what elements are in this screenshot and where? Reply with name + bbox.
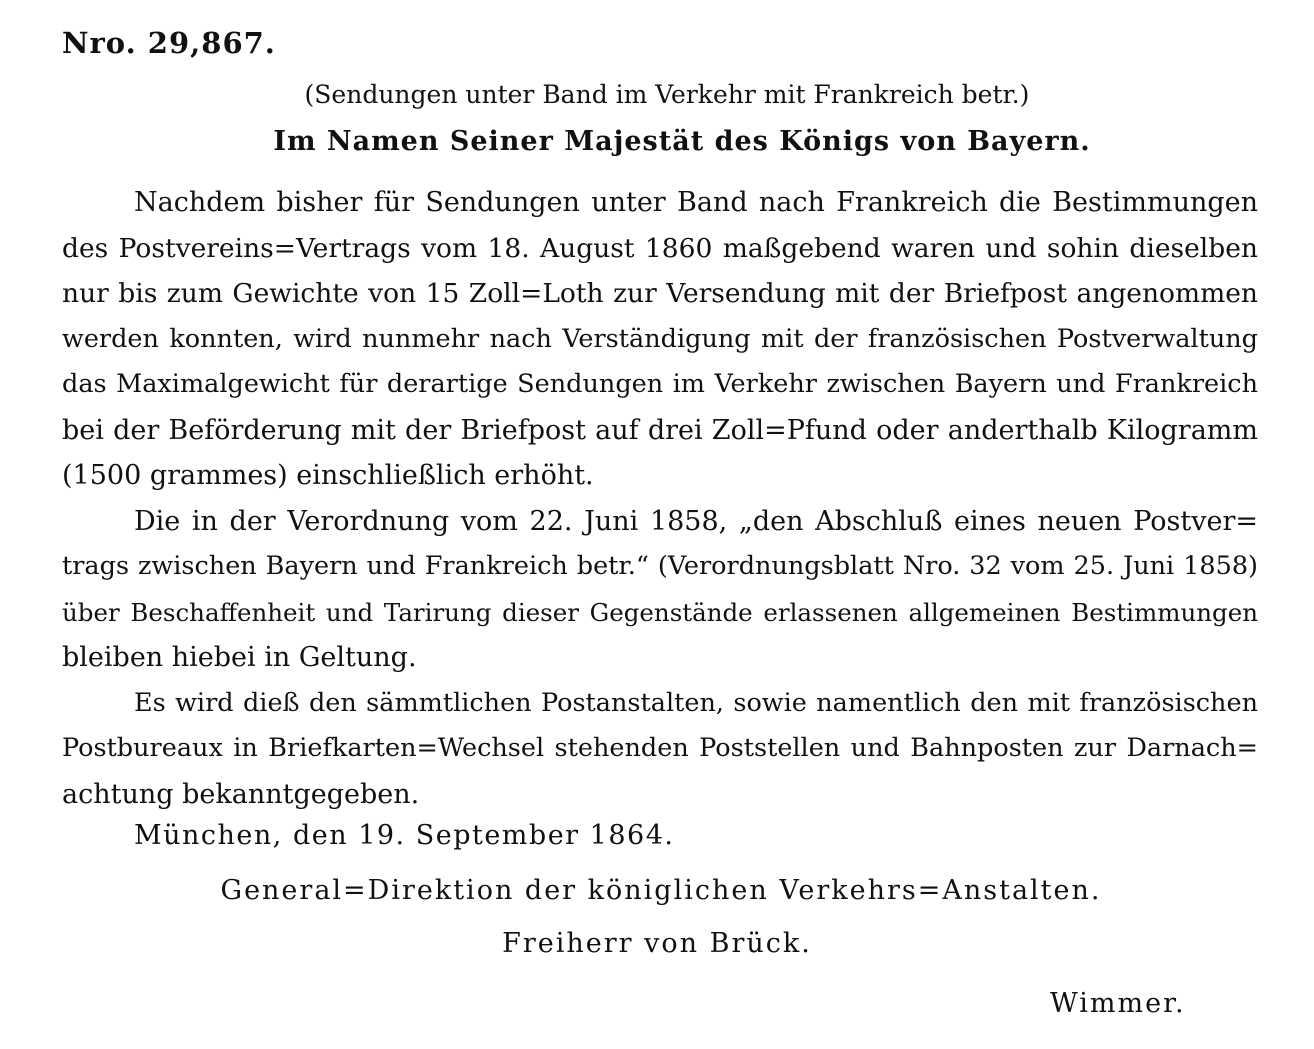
text-line: Postbureaux in Briefkarten=Wechsel stehenden Poststellen und Bahnposten zur Darnach= (62, 733, 1258, 763)
signatory-name: Freiherr von Brück. (502, 928, 812, 959)
paragraph-1 (62, 180, 1258, 499)
text-line: bei der Beförderung mit der Briefpost auf drei Zoll=Pfund oder anderthalb Kilogramm (62, 414, 1258, 446)
text-line: Nachdem bisher für Sendungen unter Band nach Frankreich die Bestimmungen (134, 187, 1258, 218)
text-line: des Postvereins=Vertrags vom 18. August 1860 maßgebend waren und sohin dieselben (62, 232, 1258, 264)
decree-subject: (Sendungen unter Band im Verkehr mit Frankreich betr.) (304, 80, 1030, 109)
countersignature-name: Wimmer. (1050, 988, 1186, 1019)
place-and-date: München, den 19. September 1864. (134, 820, 675, 851)
decree-number: Nro. 29,867. (62, 26, 276, 60)
decree-heading: Im Namen Seiner Majestät des Königs von Bayern. (273, 126, 1091, 157)
paragraph-2 (62, 499, 1258, 681)
decree-body (62, 180, 1258, 817)
paragraph-3 (62, 681, 1258, 818)
text-line: trags zwischen Bayern und Frankreich betr.“ (Verordnungsblatt Nro. 32 vom 25. Juni 1858) (62, 551, 1258, 581)
text-line: Die in der Verordnung vom 22. Juni 1858, „den Abschluß eines neuen Postver= (134, 505, 1258, 537)
text-line: (1500 grammes) einschließlich erhöht. (62, 460, 594, 491)
text-line: werden konnten, wird nunmehr nach Verständigung mit der französischen Postverwaltung (62, 323, 1258, 354)
text-line: achtung bekanntgegeben. (62, 778, 420, 810)
text-line: Es wird dieß den sämmtlichen Postanstalten, sowie namentlich den mit französischen (134, 687, 1258, 718)
text-line: das Maximalgewicht für derartige Sendungen im Verkehr zwischen Bayern und Frankreich (62, 369, 1258, 399)
text-line: bleiben hiebei in Geltung. (62, 642, 417, 673)
text-line: nur bis zum Gewichte von 15 Zoll=Loth zur Versendung mit der Briefpost angenommen (62, 278, 1258, 309)
issuing-authority: General=Direktion der königlichen Verkehrs=Anstalten. (220, 875, 1102, 906)
text-line: über Beschaffenheit und Tarirung dieser Gegenstände erlassenen allgemeinen Bestimmungen (62, 597, 1258, 627)
